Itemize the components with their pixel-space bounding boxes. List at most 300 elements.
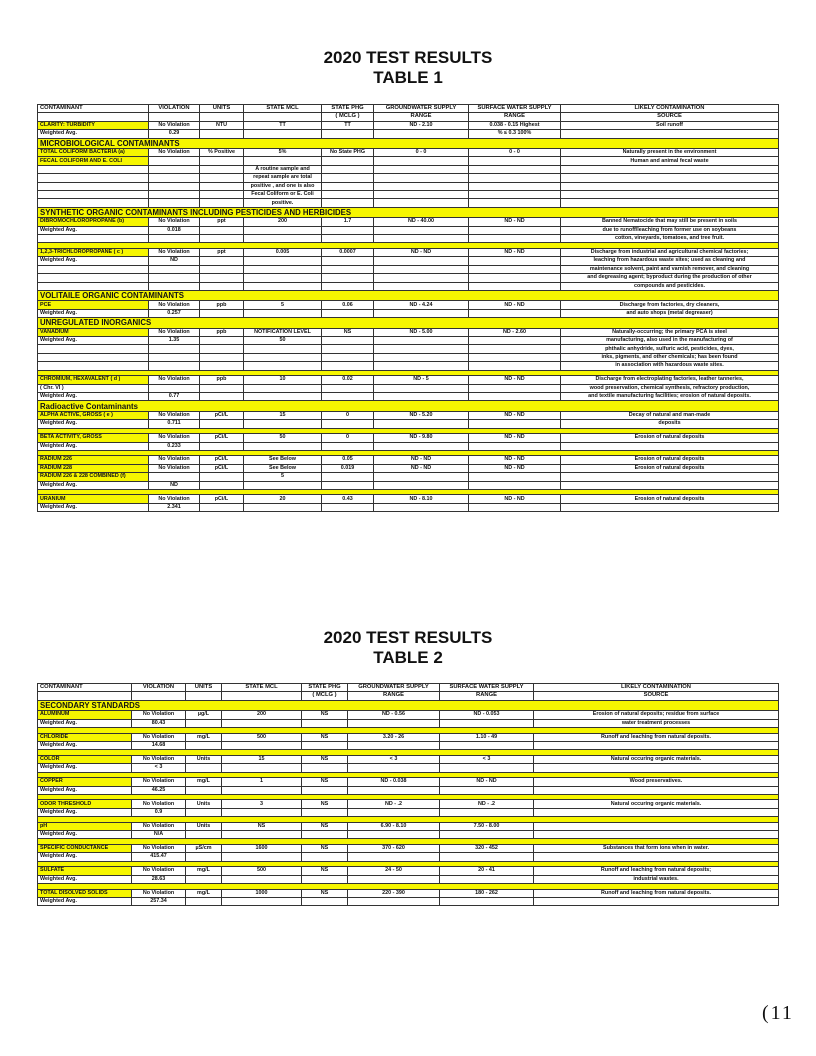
value-cell: and degreasing agent; byproduct during the production of other <box>561 274 779 282</box>
contaminant-cell: Weighted Avg. <box>38 897 132 905</box>
contaminant-cell <box>38 362 149 370</box>
value-cell: ND - 9.80 <box>374 434 469 442</box>
value-cell <box>374 384 469 392</box>
value-cell: No Violation <box>149 121 200 129</box>
value-cell: manufacturing, also used in the manufacturing of <box>561 337 779 345</box>
value-cell: Decay of natural and man-made <box>561 411 779 419</box>
value-cell: No Violation <box>149 248 200 256</box>
value-cell: 0 <box>322 434 374 442</box>
value-cell <box>222 808 302 816</box>
value-cell: mg/L <box>186 733 222 741</box>
column-subheader <box>200 113 244 121</box>
table-header-row <box>38 105 779 113</box>
contaminant-cell: TOTAL DISOLVED SOLIDS <box>38 889 132 897</box>
column-header: CONTAMINANT <box>38 684 132 692</box>
value-cell: in association with hazardous waste sites. <box>561 362 779 370</box>
value-cell <box>469 503 561 511</box>
value-cell: ND - ND <box>469 434 561 442</box>
value-cell: ND - ND <box>469 301 561 309</box>
value-cell: 370 - 620 <box>348 844 440 852</box>
table-row <box>38 218 779 226</box>
value-cell <box>374 257 469 265</box>
value-cell: Erosion of natural deposits <box>561 456 779 464</box>
value-cell: 0.005 <box>244 248 322 256</box>
value-cell: 3 <box>222 800 302 808</box>
column-subheader <box>38 692 132 700</box>
value-cell <box>469 199 561 207</box>
value-cell <box>322 481 374 489</box>
value-cell: 80.43 <box>132 719 186 727</box>
value-cell <box>200 309 244 317</box>
value-cell: Naturally present in the environment <box>561 149 779 157</box>
column-subheader <box>149 113 200 121</box>
value-cell: 3.20 - 26 <box>348 733 440 741</box>
value-cell: ND - 0.038 <box>348 778 440 786</box>
column-subheader: ( MCLG ) <box>322 113 374 121</box>
value-cell <box>322 182 374 190</box>
value-cell <box>149 345 200 353</box>
value-cell: 0 - 0 <box>469 149 561 157</box>
value-cell: NS <box>302 889 348 897</box>
table-row <box>38 345 779 353</box>
value-cell <box>322 337 374 345</box>
table1-title <box>0 48 816 88</box>
value-cell <box>149 199 200 207</box>
value-cell <box>322 130 374 138</box>
value-cell: µS/cm <box>186 844 222 852</box>
value-cell: Fecal Coliform or E. Coli <box>244 191 322 199</box>
contaminant-cell: Weighted Avg. <box>38 481 149 489</box>
value-cell <box>561 182 779 190</box>
column-header: STATE MCL <box>244 105 322 113</box>
table-row <box>38 257 779 265</box>
value-cell <box>244 282 322 290</box>
value-cell: Wood preservatives. <box>534 778 779 786</box>
value-cell: Units <box>186 822 222 830</box>
value-cell: water treatment processes <box>534 719 779 727</box>
table-row <box>38 831 779 839</box>
contaminant-cell <box>38 274 149 282</box>
contaminant-cell: SULFATE <box>38 867 132 875</box>
value-cell <box>469 235 561 243</box>
value-cell: No Violation <box>149 434 200 442</box>
value-cell: % Positive <box>200 149 244 157</box>
value-cell: No Violation <box>132 889 186 897</box>
value-cell: < 3 <box>132 764 186 772</box>
value-cell <box>200 265 244 273</box>
value-cell <box>322 473 374 481</box>
value-cell: maintenance solvent, paint and varnish remover, and cleaning <box>561 265 779 273</box>
value-cell <box>322 353 374 361</box>
value-cell: Discharge from factories, dry cleaners, <box>561 301 779 309</box>
value-cell: Natural occuring organic materials. <box>534 800 779 808</box>
value-cell: 5% <box>244 149 322 157</box>
value-cell <box>222 764 302 772</box>
value-cell: Discharge from industrial and agricultural chemical factories; <box>561 248 779 256</box>
value-cell <box>374 274 469 282</box>
value-cell: ND - 5 <box>374 376 469 384</box>
contaminant-cell: Weighted Avg. <box>38 337 149 345</box>
value-cell: 220 - 390 <box>348 889 440 897</box>
value-cell: ND - 5.00 <box>374 328 469 336</box>
value-cell <box>561 165 779 173</box>
column-header: CONTAMINANT <box>38 105 149 113</box>
value-cell <box>374 157 469 165</box>
value-cell <box>322 420 374 428</box>
value-cell <box>534 741 779 749</box>
value-cell <box>440 786 534 794</box>
value-cell <box>374 282 469 290</box>
contaminant-cell: Weighted Avg. <box>38 257 149 265</box>
value-cell: inks, pigments, and other chemicals; has been found <box>561 353 779 361</box>
contaminant-cell: ALUMINUM <box>38 711 132 719</box>
value-cell <box>469 473 561 481</box>
contaminant-cell: Weighted Avg. <box>38 764 132 772</box>
column-header: STATE MCL <box>222 684 302 692</box>
table-row <box>38 274 779 282</box>
value-cell <box>149 353 200 361</box>
value-cell <box>322 362 374 370</box>
contaminant-cell <box>38 165 149 173</box>
value-cell <box>200 174 244 182</box>
table-row <box>38 503 779 511</box>
value-cell: < 3 <box>440 755 534 763</box>
value-cell: and auto shops (metal degreaser) <box>561 309 779 317</box>
value-cell <box>244 130 322 138</box>
value-cell: 20 <box>244 495 322 503</box>
contaminant-cell: Weighted Avg. <box>38 130 149 138</box>
table-row <box>38 309 779 317</box>
table-row <box>38 376 779 384</box>
value-cell <box>374 235 469 243</box>
value-cell: NS <box>322 328 374 336</box>
column-header: STATE PHG <box>302 684 348 692</box>
table-header-row <box>38 684 779 692</box>
column-header: VIOLATION <box>132 684 186 692</box>
table1-subtitle: TABLE 1 <box>373 68 443 87</box>
value-cell: 500 <box>222 733 302 741</box>
value-cell: ND - ND <box>440 778 534 786</box>
table-row <box>38 786 779 794</box>
table-row <box>38 778 779 786</box>
value-cell: 0.018 <box>149 226 200 234</box>
value-cell <box>244 274 322 282</box>
contaminant-cell: Weighted Avg. <box>38 808 132 816</box>
table-row <box>38 897 779 905</box>
section-header: UNREGULATED INORGANICS <box>38 318 779 329</box>
value-cell <box>561 199 779 207</box>
value-cell: 5 <box>244 473 322 481</box>
value-cell: Runoff and leaching from natural deposits; <box>534 867 779 875</box>
value-cell <box>440 875 534 883</box>
table-row <box>38 149 779 157</box>
table-row <box>38 337 779 345</box>
value-cell <box>469 309 561 317</box>
table-row <box>38 481 779 489</box>
section-header: MICROBIOLOGICAL CONTAMINANTS <box>38 138 779 149</box>
column-header: SURFACE WATER SUPPLY <box>440 684 534 692</box>
value-cell: ND - ND <box>469 411 561 419</box>
value-cell: ppt <box>200 248 244 256</box>
value-cell <box>469 442 561 450</box>
value-cell <box>244 257 322 265</box>
value-cell: ND - .2 <box>348 800 440 808</box>
value-cell: ND - 2.10 <box>374 121 469 129</box>
table-row <box>38 495 779 503</box>
value-cell <box>302 853 348 861</box>
value-cell <box>374 481 469 489</box>
value-cell: NS <box>302 778 348 786</box>
value-cell: A routine sample and <box>244 165 322 173</box>
value-cell <box>469 274 561 282</box>
column-header: STATE PHG <box>322 105 374 113</box>
value-cell <box>322 503 374 511</box>
value-cell <box>469 226 561 234</box>
value-cell <box>440 831 534 839</box>
value-cell: No Violation <box>149 411 200 419</box>
section-header: SECONDARY STANDARDS <box>38 700 779 711</box>
value-cell <box>149 362 200 370</box>
value-cell <box>244 442 322 450</box>
value-cell: 1000 <box>222 889 302 897</box>
value-cell <box>149 282 200 290</box>
value-cell <box>302 764 348 772</box>
contaminant-cell: COLOR <box>38 755 132 763</box>
value-cell <box>374 191 469 199</box>
value-cell <box>534 897 779 905</box>
value-cell: ND <box>149 481 200 489</box>
contaminant-cell <box>38 345 149 353</box>
column-header: GROUNDWATER SUPPLY <box>374 105 469 113</box>
value-cell <box>561 503 779 511</box>
table-row <box>38 174 779 182</box>
value-cell: mg/L <box>186 867 222 875</box>
value-cell: pCi/L <box>200 456 244 464</box>
value-cell: ppb <box>200 301 244 309</box>
value-cell <box>244 384 322 392</box>
column-subheader: ( MCLG ) <box>302 692 348 700</box>
value-cell: cotton, vineyards, tomatoes, and tree fruit. <box>561 235 779 243</box>
page-number: (11 <box>762 1002 794 1024</box>
value-cell <box>322 157 374 165</box>
value-cell <box>244 481 322 489</box>
value-cell: 0.711 <box>149 420 200 428</box>
contaminant-cell: CHROMIUM, HEXAVALENT ( d ) <box>38 376 149 384</box>
column-subheader <box>38 113 149 121</box>
value-cell <box>149 191 200 199</box>
contaminant-cell: Weighted Avg. <box>38 831 132 839</box>
table-row <box>38 301 779 309</box>
value-cell: Natural occuring organic materials. <box>534 755 779 763</box>
value-cell: NTU <box>200 121 244 129</box>
section-header-row <box>38 401 779 412</box>
value-cell: 1600 <box>222 844 302 852</box>
value-cell <box>186 719 222 727</box>
section-header: VOLITAILE ORGANIC CONTAMINANTS <box>38 290 779 301</box>
value-cell <box>200 503 244 511</box>
value-cell: industrial wastes. <box>534 875 779 883</box>
value-cell <box>440 853 534 861</box>
value-cell: 2.341 <box>149 503 200 511</box>
value-cell <box>469 191 561 199</box>
value-cell: µg/L <box>186 711 222 719</box>
value-cell: 0.019 <box>322 464 374 472</box>
contaminant-cell: URANIUM <box>38 495 149 503</box>
value-cell <box>374 182 469 190</box>
value-cell <box>374 353 469 361</box>
value-cell <box>348 719 440 727</box>
value-cell: NS <box>302 800 348 808</box>
value-cell <box>200 442 244 450</box>
value-cell <box>149 235 200 243</box>
value-cell <box>374 199 469 207</box>
value-cell: pCi/L <box>200 495 244 503</box>
column-subheader <box>132 692 186 700</box>
value-cell <box>322 345 374 353</box>
value-cell <box>322 257 374 265</box>
value-cell <box>348 786 440 794</box>
value-cell: NS <box>302 711 348 719</box>
value-cell <box>186 764 222 772</box>
value-cell <box>469 257 561 265</box>
value-cell: ppb <box>200 328 244 336</box>
value-cell <box>374 165 469 173</box>
value-cell <box>322 226 374 234</box>
value-cell: and textile manufacturing facilities; erosion of natural deposits. <box>561 392 779 400</box>
value-cell <box>469 282 561 290</box>
value-cell <box>469 337 561 345</box>
value-cell: No Violation <box>132 755 186 763</box>
value-cell: 0.77 <box>149 392 200 400</box>
value-cell <box>186 875 222 883</box>
value-cell <box>302 831 348 839</box>
table-row <box>38 226 779 234</box>
table-row <box>38 808 779 816</box>
value-cell: Erosion of natural deposits <box>561 434 779 442</box>
value-cell: ND - 2.60 <box>469 328 561 336</box>
value-cell <box>348 875 440 883</box>
contaminant-cell: Weighted Avg. <box>38 741 132 749</box>
value-cell <box>200 337 244 345</box>
results-table-2 <box>37 683 779 906</box>
contaminant-cell: 1,2,3-TRICHLOROPROPANE ( c ) <box>38 248 149 256</box>
value-cell: ND - 4.24 <box>374 301 469 309</box>
table-row <box>38 328 779 336</box>
value-cell: Substances that form ions when in water. <box>534 844 779 852</box>
table-subheader-row <box>38 692 779 700</box>
value-cell: 15 <box>244 411 322 419</box>
value-cell: No Violation <box>132 844 186 852</box>
contaminant-cell: ( Chr. VI ) <box>38 384 149 392</box>
value-cell <box>244 503 322 511</box>
value-cell <box>200 157 244 165</box>
value-cell <box>302 741 348 749</box>
table-row <box>38 282 779 290</box>
value-cell <box>534 786 779 794</box>
value-cell <box>222 741 302 749</box>
contaminant-cell: VANADIUM <box>38 328 149 336</box>
value-cell: ND <box>149 257 200 265</box>
value-cell <box>322 442 374 450</box>
value-cell <box>302 808 348 816</box>
column-subheader: RANGE <box>440 692 534 700</box>
value-cell <box>200 274 244 282</box>
value-cell: See Below <box>244 464 322 472</box>
table-row <box>38 165 779 173</box>
section-header-row <box>38 138 779 149</box>
value-cell <box>200 282 244 290</box>
value-cell: NS <box>302 822 348 830</box>
value-cell: 15 <box>222 755 302 763</box>
value-cell <box>322 165 374 173</box>
value-cell <box>186 897 222 905</box>
value-cell: NS <box>302 755 348 763</box>
value-cell <box>374 345 469 353</box>
contaminant-cell: RADIUM 228 <box>38 464 149 472</box>
value-cell <box>322 265 374 273</box>
table-row <box>38 130 779 138</box>
value-cell <box>200 257 244 265</box>
value-cell <box>348 831 440 839</box>
value-cell: Units <box>186 800 222 808</box>
value-cell: 1 <box>222 778 302 786</box>
column-subheader: SOURCE <box>534 692 779 700</box>
value-cell: repeat sample are total <box>244 174 322 182</box>
value-cell <box>244 345 322 353</box>
value-cell: 0.02 <box>322 376 374 384</box>
value-cell: No Violation <box>132 800 186 808</box>
value-cell <box>222 786 302 794</box>
value-cell: ND - 5.20 <box>374 411 469 419</box>
value-cell: pCi/L <box>200 464 244 472</box>
value-cell: 20 - 41 <box>440 867 534 875</box>
value-cell: 0.0007 <box>322 248 374 256</box>
column-subheader: SOURCE <box>561 113 779 121</box>
table-subheader-row <box>38 113 779 121</box>
contaminant-cell: pH <box>38 822 132 830</box>
value-cell: 0.038 - 0.15 Highest <box>469 121 561 129</box>
column-header: SURFACE WATER SUPPLY <box>469 105 561 113</box>
value-cell: compounds and pesticides. <box>561 282 779 290</box>
value-cell: ND - ND <box>469 248 561 256</box>
value-cell: positive. <box>244 199 322 207</box>
column-header: LIKELY CONTAMINATION <box>561 105 779 113</box>
contaminant-cell: DIBROMOCHLOROPROPANE (b) <box>38 218 149 226</box>
value-cell <box>561 174 779 182</box>
value-cell <box>469 353 561 361</box>
value-cell <box>200 199 244 207</box>
value-cell <box>244 265 322 273</box>
value-cell <box>222 897 302 905</box>
table-row <box>38 420 779 428</box>
contaminant-cell <box>38 182 149 190</box>
value-cell <box>302 897 348 905</box>
value-cell <box>200 165 244 173</box>
table-row <box>38 464 779 472</box>
table-row <box>38 353 779 361</box>
value-cell: No Violation <box>149 149 200 157</box>
table-row <box>38 362 779 370</box>
value-cell <box>244 392 322 400</box>
table-row <box>38 867 779 875</box>
value-cell <box>374 174 469 182</box>
table-row <box>38 411 779 419</box>
value-cell: Naturally-occurring; the primary PCA is steel <box>561 328 779 336</box>
value-cell: 200 <box>244 218 322 226</box>
value-cell <box>322 282 374 290</box>
value-cell: pCi/L <box>200 434 244 442</box>
value-cell <box>440 808 534 816</box>
